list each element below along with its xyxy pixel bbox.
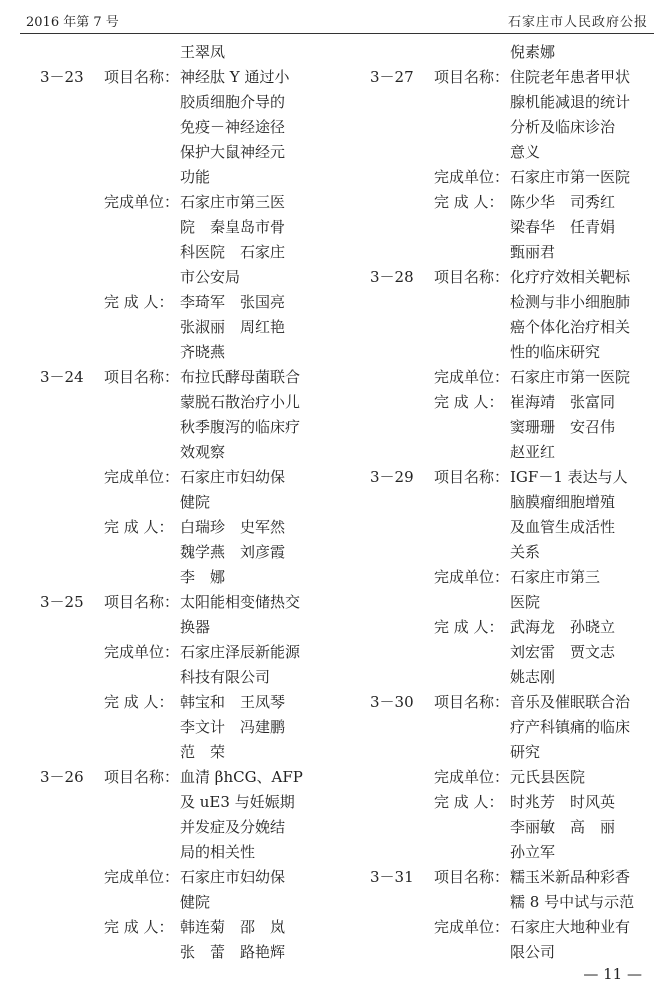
completion-unit-value: 健院 — [180, 893, 211, 911]
completion-unit-label: 完成单位： — [104, 868, 180, 886]
project-name-label — [104, 815, 180, 840]
completion-unit-line — [40, 215, 340, 240]
project-name-line — [370, 865, 670, 890]
completion-unit-line — [40, 265, 340, 290]
completion-unit-line — [370, 765, 670, 790]
project-name-value: 效观察 — [180, 443, 226, 461]
completion-people-line — [40, 715, 340, 740]
project-name-line — [40, 90, 340, 115]
project-name-line — [370, 115, 670, 140]
entry-block — [40, 590, 340, 765]
completion-people-label: 完 成 人： — [104, 293, 174, 311]
entry-block — [370, 865, 670, 965]
project-name-value: 音乐及催眠联合治 — [510, 693, 631, 711]
project-name-line — [40, 790, 340, 815]
project-name-line — [370, 65, 670, 90]
project-name-value: 布拉氏酵母菌联合 — [180, 368, 301, 386]
project-name-value: 神经肽 Y 通过小 — [180, 68, 290, 86]
project-name-line — [40, 115, 340, 140]
entry-block — [370, 265, 670, 465]
completion-people-value: 崔海靖 张富同 — [510, 393, 616, 411]
completion-people-line — [40, 515, 340, 540]
completion-people-label — [434, 815, 510, 840]
completion-unit-label: 完成单位： — [434, 918, 510, 936]
entry-block — [370, 465, 670, 690]
project-name-value: 检测与非小细胞肺 — [510, 293, 631, 311]
entry-block — [370, 65, 670, 265]
project-name-label — [434, 890, 510, 915]
project-name-label — [104, 165, 180, 190]
project-name-line — [370, 490, 670, 515]
completion-people-value: 范 荣 — [180, 743, 226, 761]
completion-people-label: 完 成 人： — [104, 918, 174, 936]
completion-unit-line — [370, 165, 670, 190]
completion-people-line — [40, 565, 340, 590]
completion-people-value: 刘宏雷 贾文志 — [510, 643, 616, 661]
project-name-value: 并发症及分娩结 — [180, 818, 286, 836]
completion-unit-label — [104, 490, 180, 515]
continued-name-line: 倪素娜 — [510, 43, 556, 61]
project-name-label — [434, 490, 510, 515]
completion-unit-label: 完成单位： — [434, 768, 510, 786]
project-name-value: 血清 βhCG、AFP — [180, 768, 303, 786]
completion-people-label — [104, 940, 180, 965]
completion-unit-label — [104, 665, 180, 690]
publication-title: 石家庄市人民政府公报 — [507, 15, 648, 30]
project-name-value: 分析及临床诊治 — [510, 118, 616, 136]
project-name-label — [104, 140, 180, 165]
completion-unit-line — [370, 565, 670, 590]
entry-block — [40, 365, 340, 590]
project-name-line — [370, 315, 670, 340]
project-name-value: 功能 — [180, 168, 211, 186]
project-name-value: 蒙脱石散治疗小儿 — [180, 393, 301, 411]
project-name-line — [40, 815, 340, 840]
completion-people-label: 完 成 人： — [104, 518, 174, 536]
completion-people-value: 李 娜 — [180, 568, 226, 586]
completion-unit-value: 石家庄泽辰新能源 — [180, 643, 301, 661]
project-name-label: 项目名称： — [434, 868, 510, 886]
project-name-label: 项目名称： — [434, 693, 510, 711]
completion-people-label: 完 成 人： — [434, 618, 504, 636]
completion-people-value: 姚志刚 — [510, 668, 556, 686]
completion-people-line — [40, 340, 340, 365]
completion-people-value: 时兆芳 时风英 — [510, 793, 616, 811]
project-name-label — [434, 290, 510, 315]
project-name-label — [104, 415, 180, 440]
project-name-value: 化疗疗效相关靶标 — [510, 268, 631, 286]
completion-people-value: 武海龙 孙晓立 — [510, 618, 616, 636]
completion-unit-value: 科技有限公司 — [180, 668, 271, 686]
entry-number: 3－29 — [370, 468, 414, 486]
completion-people-value: 张淑丽 周红艳 — [180, 318, 286, 336]
completion-unit-value: 限公司 — [510, 943, 556, 961]
completion-people-line — [370, 640, 670, 665]
project-name-line — [40, 765, 340, 790]
completion-people-line — [370, 615, 670, 640]
project-name-label — [434, 540, 510, 565]
project-name-value: 秋季腹泻的临床疗 — [180, 418, 301, 436]
project-name-value: 保护大鼠神经元 — [180, 143, 286, 161]
completion-unit-value: 市公安局 — [180, 268, 241, 286]
project-name-value: 及血管生成活性 — [510, 518, 616, 536]
completion-people-value: 赵亚红 — [510, 443, 556, 461]
project-name-line — [40, 65, 340, 90]
project-name-label: 项目名称： — [104, 68, 180, 86]
completion-people-value: 张 蕾 路艳辉 — [180, 943, 286, 961]
completion-unit-label — [104, 215, 180, 240]
project-name-value: 胶质细胞介导的 — [180, 93, 286, 111]
completion-unit-line — [40, 665, 340, 690]
completion-people-line — [370, 815, 670, 840]
page-header — [0, 0, 670, 38]
completion-unit-value: 院 秦皇岛市骨 — [180, 218, 286, 236]
completion-people-line — [40, 690, 340, 715]
completion-people-value: 甄丽君 — [510, 243, 556, 261]
completion-unit-label: 完成单位： — [434, 568, 510, 586]
completion-unit-value: 石家庄市第三 — [510, 568, 601, 586]
left-column — [40, 40, 340, 965]
completion-unit-line — [40, 240, 340, 265]
completion-people-line — [370, 390, 670, 415]
completion-people-line — [370, 190, 670, 215]
project-name-value: 疗产科镇痛的临床 — [510, 718, 631, 736]
completion-people-value: 窦珊珊 安召伟 — [510, 418, 616, 436]
page-number: — 11 — — [583, 965, 642, 983]
project-name-line — [370, 290, 670, 315]
project-name-label — [104, 790, 180, 815]
completion-people-label: 完 成 人： — [434, 193, 504, 211]
completion-people-value: 孙立军 — [510, 843, 556, 861]
project-name-line — [40, 365, 340, 390]
completion-people-line — [40, 540, 340, 565]
entry-number: 3－27 — [370, 68, 414, 86]
project-name-label — [434, 90, 510, 115]
completion-people-value: 李琦军 张国亮 — [180, 293, 286, 311]
completion-unit-label: 完成单位： — [104, 193, 180, 211]
completion-people-line — [370, 440, 670, 465]
project-name-line — [40, 390, 340, 415]
project-name-label: 项目名称： — [104, 593, 180, 611]
completion-people-line — [370, 840, 670, 865]
project-name-value: 癌个体化治疗相关 — [510, 318, 631, 336]
completion-people-label: 完 成 人： — [104, 693, 174, 711]
completion-people-label — [434, 215, 510, 240]
completion-people-value: 齐晓燕 — [180, 343, 226, 361]
completion-unit-value: 石家庄市妇幼保 — [180, 468, 286, 486]
project-name-value: 住院老年患者甲状 — [510, 68, 631, 86]
completion-unit-line — [40, 490, 340, 515]
project-name-line — [370, 140, 670, 165]
project-name-line — [40, 140, 340, 165]
project-name-value: 局的相关性 — [180, 843, 256, 861]
completion-unit-line — [370, 365, 670, 390]
completion-unit-label — [104, 265, 180, 290]
completion-people-label: 完 成 人： — [434, 793, 504, 811]
completion-unit-line — [40, 865, 340, 890]
project-name-label — [434, 340, 510, 365]
project-name-value: 太阳能相变储热交 — [180, 593, 301, 611]
project-name-value: 换器 — [180, 618, 211, 636]
completion-people-value: 韩宝和 王凤琴 — [180, 693, 286, 711]
completion-unit-line — [40, 465, 340, 490]
project-name-label — [104, 90, 180, 115]
project-name-label — [104, 440, 180, 465]
completion-unit-value: 健院 — [180, 493, 211, 511]
completion-people-line — [370, 790, 670, 815]
completion-people-label — [434, 440, 510, 465]
project-name-label: 项目名称： — [104, 768, 180, 786]
completion-people-value: 梁春华 任青娟 — [510, 218, 616, 236]
project-name-value: 免疫－神经途径 — [180, 118, 286, 136]
project-name-label — [434, 715, 510, 740]
completion-unit-line — [40, 190, 340, 215]
project-name-label — [104, 390, 180, 415]
project-name-value: IGF－1 表达与人 — [510, 468, 628, 486]
completion-people-value: 李丽敏 高 丽 — [510, 818, 616, 836]
right-column — [370, 40, 670, 965]
completion-unit-value: 元氏县医院 — [510, 768, 586, 786]
completion-unit-label — [434, 940, 510, 965]
project-name-value: 腺机能减退的统计 — [510, 93, 631, 111]
completion-unit-line — [40, 640, 340, 665]
entry-number: 3－23 — [40, 68, 84, 86]
completion-people-value: 陈少华 司秀红 — [510, 193, 616, 211]
completion-people-label — [434, 415, 510, 440]
project-name-line — [40, 615, 340, 640]
project-name-label — [104, 115, 180, 140]
project-name-label — [434, 115, 510, 140]
project-name-value: 意义 — [510, 143, 541, 161]
project-name-line — [370, 265, 670, 290]
completion-people-label — [434, 665, 510, 690]
completion-people-label — [434, 240, 510, 265]
entry-number: 3－31 — [370, 868, 414, 886]
entry-number: 3－30 — [370, 693, 414, 711]
completion-unit-value: 科医院 石家庄 — [180, 243, 286, 261]
project-name-label: 项目名称： — [434, 268, 510, 286]
project-name-line — [40, 415, 340, 440]
completion-unit-line — [370, 590, 670, 615]
completion-people-label: 完 成 人： — [434, 393, 504, 411]
completion-people-line — [370, 665, 670, 690]
completion-people-line — [40, 315, 340, 340]
project-name-line — [370, 515, 670, 540]
completion-people-line — [370, 240, 670, 265]
project-name-line — [370, 715, 670, 740]
completion-people-label — [104, 315, 180, 340]
project-name-line — [40, 590, 340, 615]
completion-unit-value: 石家庄市第三医 — [180, 193, 286, 211]
project-name-value: 糯 8 号中试与示范 — [510, 893, 635, 911]
project-name-label — [434, 315, 510, 340]
project-name-line — [370, 890, 670, 915]
entry-number: 3－28 — [370, 268, 414, 286]
project-name-label — [434, 140, 510, 165]
project-name-line — [370, 690, 670, 715]
entry-number: 3－25 — [40, 593, 84, 611]
completion-unit-value: 石家庄市第一医院 — [510, 368, 631, 386]
project-name-label — [104, 840, 180, 865]
project-name-line — [40, 840, 340, 865]
completion-people-label — [104, 540, 180, 565]
completion-people-label — [434, 840, 510, 865]
project-name-label: 项目名称： — [434, 468, 510, 486]
project-name-label: 项目名称： — [434, 68, 510, 86]
completion-unit-value: 石家庄市妇幼保 — [180, 868, 286, 886]
completion-people-line — [40, 940, 340, 965]
completion-unit-value: 石家庄市第一医院 — [510, 168, 631, 186]
project-name-value: 糯玉米新品种彩香 — [510, 868, 631, 886]
project-name-label — [434, 740, 510, 765]
project-name-value: 研究 — [510, 743, 541, 761]
completion-people-label — [104, 565, 180, 590]
completion-people-value: 白瑞珍 史军然 — [180, 518, 286, 536]
completion-unit-label — [104, 890, 180, 915]
project-name-label: 项目名称： — [104, 368, 180, 386]
project-name-label — [104, 615, 180, 640]
completion-people-value: 韩连菊 邵 岚 — [180, 918, 286, 936]
project-name-line — [40, 165, 340, 190]
entry-number: 3－24 — [40, 368, 84, 386]
completion-people-label — [104, 740, 180, 765]
completion-unit-line — [370, 915, 670, 940]
completion-unit-value: 医院 — [510, 593, 541, 611]
completion-people-line — [40, 915, 340, 940]
completion-unit-value: 石家庄大地种业有 — [510, 918, 631, 936]
entry-block — [40, 65, 340, 365]
project-name-value: 性的临床研究 — [510, 343, 601, 361]
completion-people-line — [370, 215, 670, 240]
project-name-label — [434, 515, 510, 540]
project-name-line — [370, 465, 670, 490]
completion-unit-line — [370, 940, 670, 965]
completion-people-label — [104, 340, 180, 365]
project-name-line — [370, 90, 670, 115]
continued-name-line: 王翠凤 — [180, 43, 226, 61]
completion-unit-line — [40, 890, 340, 915]
project-name-value: 关系 — [510, 543, 541, 561]
completion-people-value: 魏学燕 刘彦霞 — [180, 543, 286, 561]
entry-block — [40, 765, 340, 965]
completion-unit-label: 完成单位： — [434, 368, 510, 386]
completion-unit-label — [104, 240, 180, 265]
completion-people-line — [370, 415, 670, 440]
completion-unit-label: 完成单位： — [104, 468, 180, 486]
completion-unit-label — [434, 590, 510, 615]
project-name-line — [370, 540, 670, 565]
issue-label: 2016 年第 7 号 — [26, 15, 119, 30]
project-name-value: 及 uE3 与妊娠期 — [180, 793, 295, 811]
completion-people-line — [40, 290, 340, 315]
entry-number: 3－26 — [40, 768, 84, 786]
completion-people-value: 李文计 冯建鹏 — [180, 718, 286, 736]
completion-people-label — [104, 715, 180, 740]
completion-unit-label: 完成单位： — [434, 168, 510, 186]
project-name-line — [370, 340, 670, 365]
project-name-line — [370, 740, 670, 765]
project-name-value: 脑膜瘤细胞增殖 — [510, 493, 616, 511]
entry-block — [370, 690, 670, 865]
completion-unit-label: 完成单位： — [104, 643, 180, 661]
project-name-line — [40, 440, 340, 465]
completion-people-label — [434, 640, 510, 665]
completion-people-line — [40, 740, 340, 765]
header-rule — [20, 33, 654, 34]
